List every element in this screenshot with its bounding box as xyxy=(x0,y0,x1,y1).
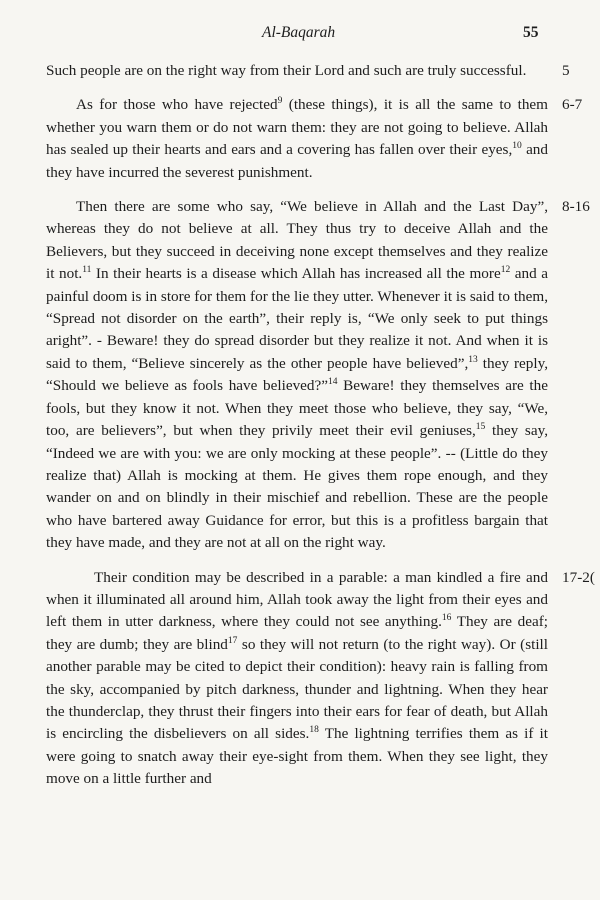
footnote-marker: 13 xyxy=(468,354,478,365)
page-number: 55 xyxy=(523,24,539,41)
text-segment: They are deaf; they are dumb; they are blind xyxy=(46,613,548,653)
verse-reference: 6-7 xyxy=(562,96,583,114)
footnote-marker: 9 xyxy=(277,96,283,107)
footnote-marker: 15 xyxy=(475,422,486,433)
paragraph-verse-5 xyxy=(46,60,570,82)
paragraph-verses-6-7 xyxy=(46,94,583,184)
text-segment: they say, “Indeed we are with you: we are only mocking at these people”. -- (Little do they realize that) Allah is mocking at them. He gives them rope enough, and they wander on and on blindly in their mischief and rebellion. These are the people who have bartered away Guidance for error, but this is a profitless bargain that they have made, and they are not at all on the right way. xyxy=(46,422,548,552)
text-segment: so they will not return (to the right way). Or (still another parable may be cited to depict their condition): heavy rain is falling from the sky, accompanied by pitch darkness, thunder and lightning. When they hear the thunderclap, they thrust their fingers into their ears for fear of death, but Allah is encircling the disbelievers on all sides. xyxy=(46,635,548,743)
footnote-marker: 16 xyxy=(441,613,452,624)
footnote-marker: 14 xyxy=(327,377,338,388)
footnote-marker: 10 xyxy=(512,141,522,152)
text-segment: Beware! they themselves are the fools, but they know it not. When they meet those who believe, they say, “We, too, are believers”, but when they privily meet their evil geniuses, xyxy=(46,377,548,440)
running-title: Al-Baqarah xyxy=(262,24,336,41)
text-segment: The lightning terrifies them as if it were going to snatch away their eye-sight from them. When they see light, they move on a little further and xyxy=(46,725,548,788)
footnote-marker: 11 xyxy=(82,265,92,276)
text-segment: they reply, “Should we believe as fools have believed?” xyxy=(46,354,548,395)
footnote-marker: 12 xyxy=(500,265,511,276)
paragraph-text: Such people are on the right way from their Lord and such are truly successful. xyxy=(46,62,527,79)
text-segment: In their hearts is a disease which Allah has increased all the more xyxy=(91,265,501,283)
page-header xyxy=(0,22,600,46)
text-segment: (these things), it is all the same to them whether you warn them or do not warn them: they are not going to believe. Allah has sealed up their hearts and ears and a covering has fallen over their eyes, xyxy=(46,96,548,159)
text-segment: and a painful doom is in store for them for the lie they utter. Whenever it is said to them, “Spread not disorder on the earth”, their reply is, “We only seek to put things aright”. - Beware! they do spread disorder but they realize it not. And when it is said to them, “Believe sincerely as the other people have believed”, xyxy=(46,265,548,372)
paragraph-verses-17-20 xyxy=(46,567,595,791)
verse-reference: 17-2( xyxy=(562,568,595,586)
verse-reference: 8-16 xyxy=(562,198,590,216)
page-body xyxy=(46,60,595,791)
paragraph-verses-8-16 xyxy=(46,196,590,555)
footnote-marker: 18 xyxy=(309,725,319,736)
text-segment: As for those who have rejected xyxy=(76,96,278,114)
text-segment: and they have incurred the severest punishment. xyxy=(46,141,548,181)
footnote-marker: 17 xyxy=(227,635,238,646)
text-segment: Then there are some who say, “We believe in Allah and the Last Day”, whereas they do not believe at all. They thus try to deceive Allah and the Believers, but they succeed in deceiving none except themselves and they realize it not. xyxy=(46,198,548,283)
text-segment: Their condition may be described in a parable: a man kindled a fire and when it illuminated all around him, Allah took away the light from their eyes and left them in utter darkness, where they could not see anything. xyxy=(46,568,548,631)
verse-reference: 5 xyxy=(562,62,570,79)
